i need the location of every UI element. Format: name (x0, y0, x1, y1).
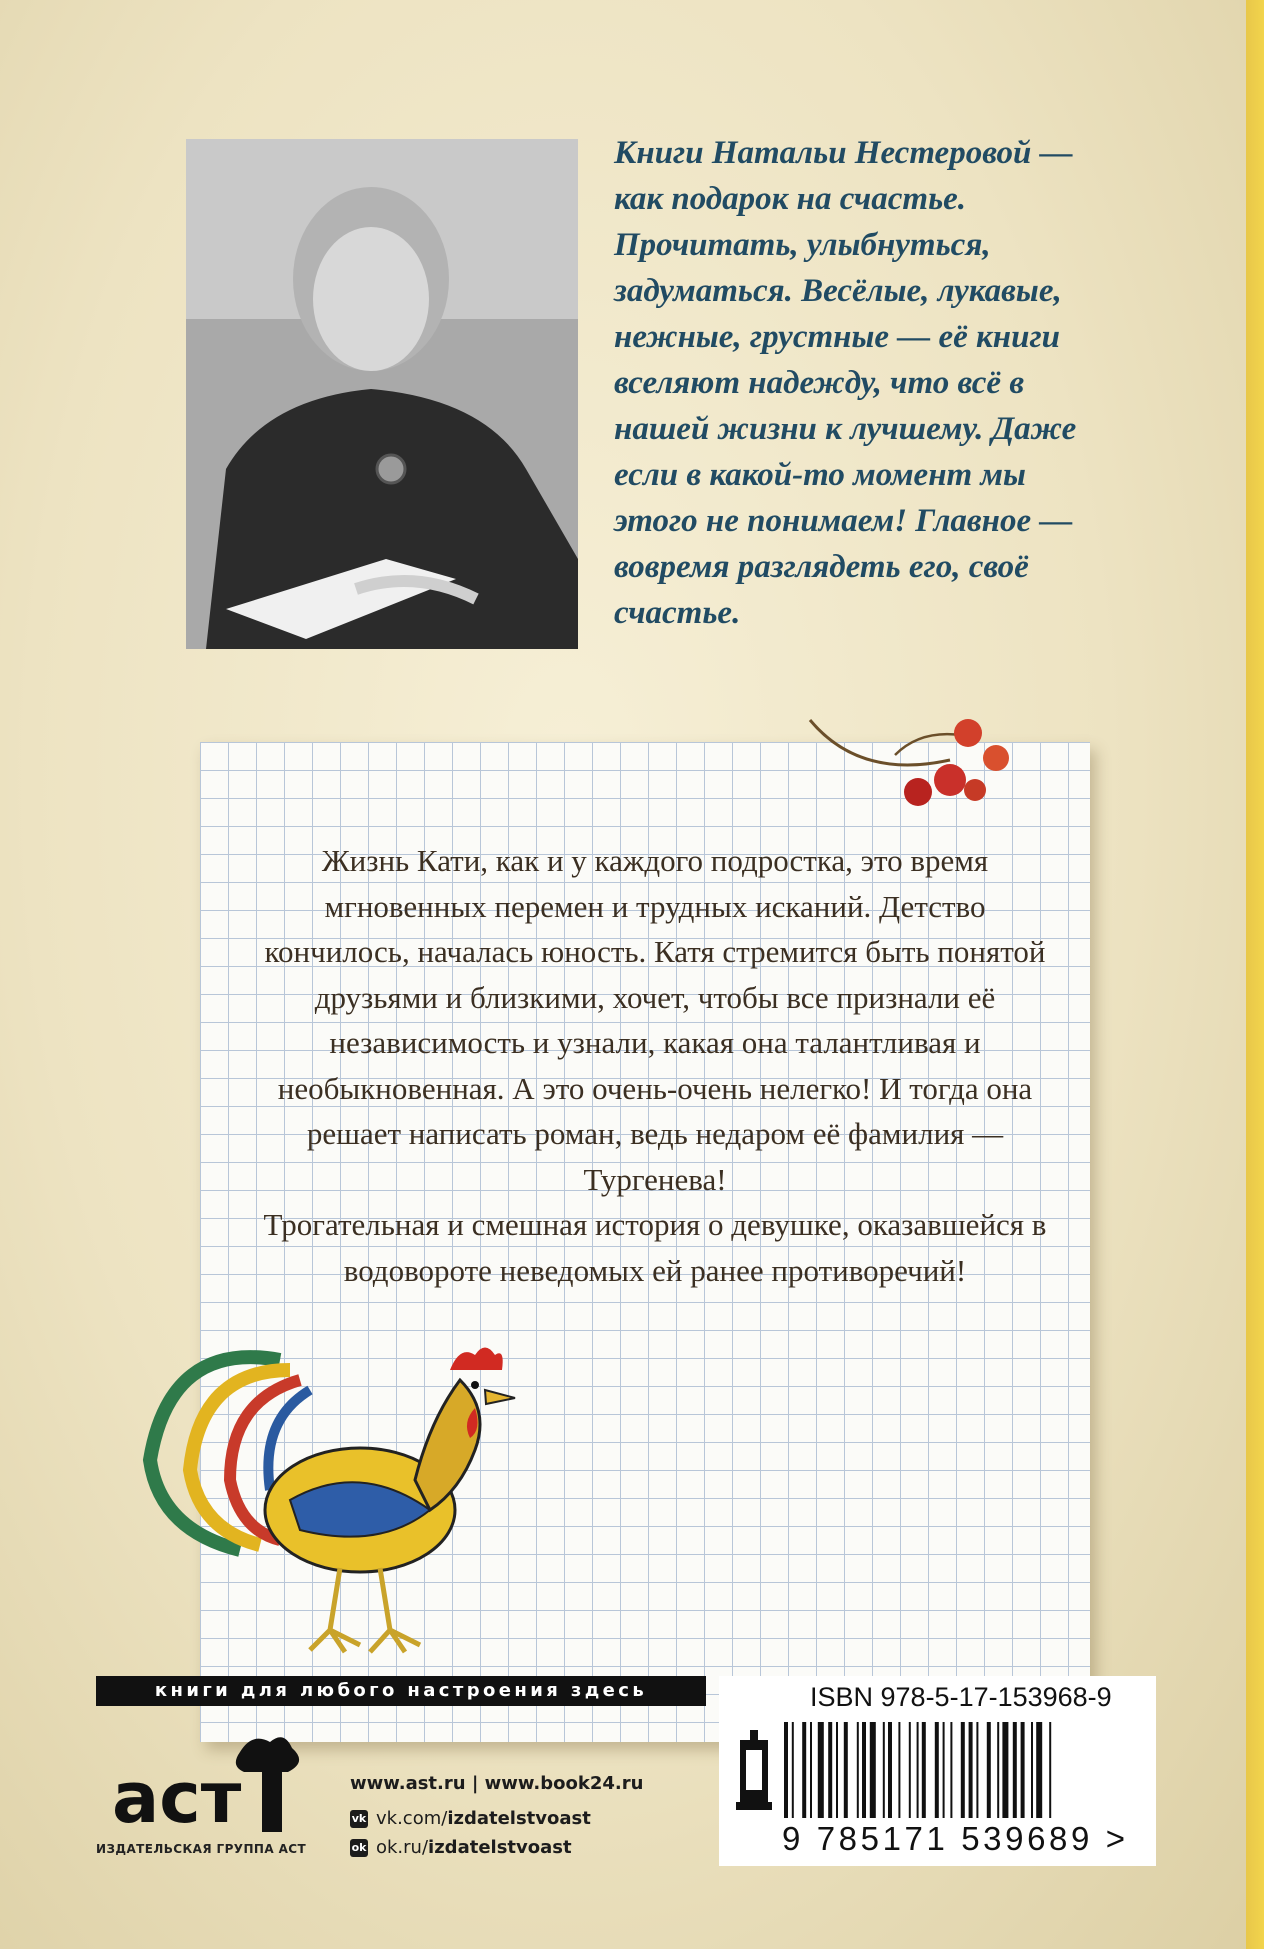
barcode-bar (935, 1722, 939, 1818)
berries-icon (800, 700, 1030, 840)
barcode-bar (976, 1722, 978, 1818)
barcode-bar (898, 1722, 900, 1818)
author-photo (186, 139, 578, 649)
ast-logo-icon (112, 1722, 312, 1842)
barcode-bar (888, 1722, 892, 1818)
spine-strip (1246, 0, 1264, 1949)
barcode-bar (909, 1722, 911, 1818)
annotation-paragraph-2: Трогательная и смешная история о девушке, оказавшейся в водовороте неведомых ей ранее противоречий! (263, 1207, 1047, 1288)
barcode-bar (1036, 1722, 1042, 1818)
barcode-digits: 9 785171 539689 > (782, 1820, 1129, 1857)
barcode-bar (922, 1722, 926, 1818)
barcode-bar (844, 1722, 848, 1818)
barcode-bar (1049, 1722, 1051, 1818)
barcode-bar (802, 1722, 806, 1818)
barcode-bar (857, 1722, 859, 1818)
barcode-bar (862, 1722, 866, 1818)
barcode-bar (961, 1722, 965, 1818)
book-annotation (260, 838, 1050, 1293)
barcode-bar (1031, 1722, 1033, 1818)
vk-handle: izdatelstvoast (447, 1808, 591, 1829)
barcode-bar (950, 1722, 952, 1818)
ok-link[interactable] (350, 1837, 643, 1858)
publisher-links (350, 1773, 643, 1866)
barcode-bar (784, 1722, 788, 1818)
barcode-bar (969, 1722, 973, 1818)
barcode-bar (943, 1722, 945, 1818)
publisher-caption: ИЗДАТЕЛЬСКАЯ ГРУППА АСТ (96, 1842, 307, 1856)
barcode-bar (1002, 1722, 1008, 1818)
barcode-bar (987, 1722, 991, 1818)
barcode-bar (836, 1722, 838, 1818)
barcode-bar (828, 1722, 832, 1818)
barcode-bar (1013, 1722, 1017, 1818)
barcode-icon (780, 1722, 1120, 1820)
rooster-illustration (130, 1300, 530, 1670)
lantern-icon (736, 1728, 772, 1818)
barcode-bar (883, 1722, 885, 1818)
vk-icon: vk (350, 1810, 368, 1828)
ok-icon: ok (350, 1839, 368, 1857)
ok-prefix: ok.ru/ (376, 1837, 429, 1858)
barcode-bar (917, 1722, 919, 1818)
barcode-bar (792, 1722, 794, 1818)
barcode-bar (997, 1722, 999, 1818)
ok-handle: izdatelstvoast (428, 1837, 572, 1858)
barcode-bar (1021, 1722, 1025, 1818)
vk-link[interactable] (350, 1808, 643, 1829)
isbn-text: ISBN 978-5-17-153968-9 (810, 1682, 1112, 1712)
annotation-paragraph-1: Жизнь Кати, как и у каждого подростка, это время мгновенных перемен и трудных исканий. Детство кончилось, началась юность. Катя стремится быть понятой друзьями и близкими, хочет, чтобы все признали её независимость и узнали, какая она талантливая и необыкновенная. А это очень-очень нелегко! И тогда она решает написать роман, ведь недаром её фамилия — Тургенева! (264, 843, 1046, 1197)
author-quote: Книги Натальи Нестеровой — как подарок на счастье. Прочитать, улыбнуться, задуматься. Весёлые, лукавые, нежные, грустные — её книги вселяют надежду, что всё в нашей жизни к лучшему. Даже если в какой-то момент мы этого не понимаем! Главное — вовремя разглядеть его, своё счастье. (614, 135, 1077, 631)
vk-prefix: vk.com/ (376, 1808, 448, 1829)
ast-logo-text: аст (112, 1757, 242, 1839)
barcode-bar (870, 1722, 876, 1818)
barcode-bar (818, 1722, 824, 1818)
barcode-bar (810, 1722, 812, 1818)
publisher-sites[interactable]: www.ast.ru | www.book24.ru (350, 1773, 644, 1794)
tagline-bar: книги для любого настроения здесь (96, 1676, 706, 1706)
